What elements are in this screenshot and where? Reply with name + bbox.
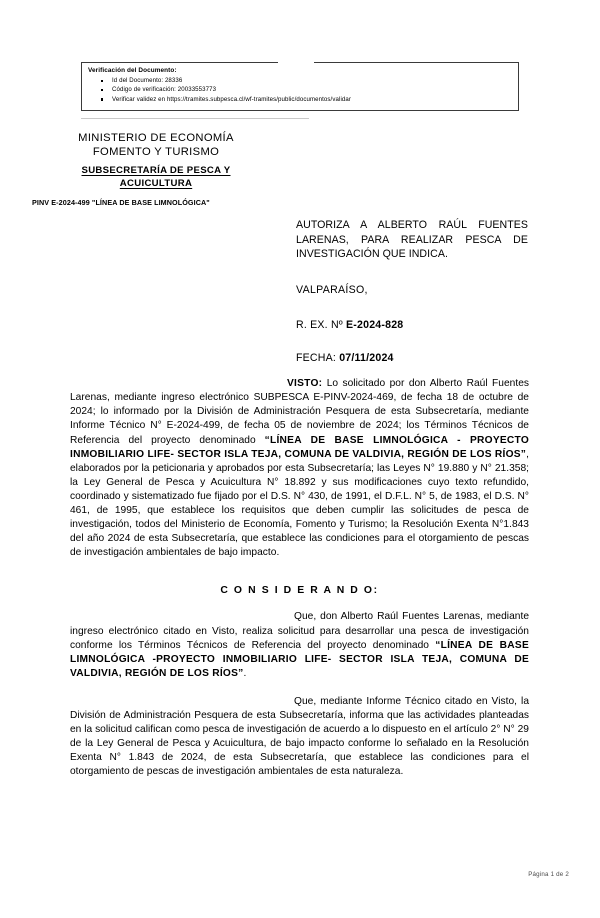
resolution-header-block bbox=[296, 218, 528, 364]
subsecretaria-line-1: SUBSECRETARÍA DE PESCA Y bbox=[81, 165, 231, 177]
verification-item-document-id: Id del Documento: 28336 bbox=[88, 76, 518, 85]
document-verification-box bbox=[81, 62, 519, 111]
visto-text-part-2: , elaborados por la peticionaria y aprobados por esta Subsecretaría; las Leyes N° 19.880 y N° 21.358; la Ley General de Pesca y Acuicultura N° 18.892 y sus modificaciones cuyo texto refundido, coordinado y sistematizado fue fijado por el D.S. N° 430, de 1991, el D.F.L. N° 5, de 1983, el D.S. N° 461, de 1995, que establece los requisitos que deben cumplir las solicitudes de pesca de investigación, todos del Ministerio de Economía, Fomento y Turismo; la Resolución Exenta N°1.843 del año 2024 de esta Subsecretaría, que establece las condiciones para el otorgamiento de pescas de investigación ambientales de bajo impacto. bbox=[70, 448, 529, 559]
verification-list bbox=[88, 76, 518, 104]
verification-item-code: Código de verificación: 20033553773 bbox=[88, 85, 518, 94]
considerando-2-lead: Que, mediante Informe Técnico citado bbox=[294, 695, 473, 707]
verification-title: Verificación del Documento: bbox=[88, 67, 177, 74]
project-reference-code: PINV E-2024-499 "LÍNEA DE BASE LIMNOLÓGICA" bbox=[32, 197, 210, 207]
considerando-heading: C O N S I D E R A N D O: bbox=[220, 585, 379, 597]
resolution-date-label: FECHA: bbox=[296, 351, 340, 364]
considerando-paragraph-1 bbox=[70, 610, 529, 680]
resolution-number bbox=[296, 319, 528, 331]
visto-paragraph bbox=[70, 377, 529, 560]
considerando-1-lead: Que, don Alberto Raúl Fuentes Larenas, bbox=[294, 611, 483, 623]
resolution-date bbox=[296, 352, 528, 364]
considerando-1-text: mediante ingreso electrónico citado en Visto, realiza solicitud para desarrollar una pesca de investigación conforme los Términos Técnicos de Referencia del proyecto denominado bbox=[70, 611, 530, 651]
stamp-divider-rule bbox=[81, 118, 309, 119]
considerando-paragraph-2 bbox=[70, 695, 529, 780]
subsecretaria-name bbox=[20, 165, 292, 190]
resolution-date-value: 07/11/2024 bbox=[339, 351, 394, 364]
ministry-name-line-2: FOMENTO Y TURISMO bbox=[92, 146, 220, 159]
considerando-2-text: en Visto, la División de Administración Pesquera de esta Subsecretaría, informa que las actividades planteadas en la solicitud califican como pesca de investigación de acuerdo a lo dispuesto en el artículo 2° N° 29 de la Ley General de Pesca y Acuicultura, de bajo impacto conforme lo señalado en la Resolución Exenta N° 1.843 de 2024, de esta Subsecretaría, que establece las condiciones para el otorgamiento de pescas de investigación ambientales de esta naturaleza. bbox=[70, 695, 530, 778]
ministry-name-line-1: MINISTERIO DE ECONOMÍA bbox=[78, 132, 234, 144]
visto-text-part-1: Lo solicitado por don Alberto Raúl Fuentes Larenas, mediante ingreso electrónico SUBPESCA E-PINV-2024-469, de fecha 18 de octubre de 2024; lo informado por la División de Administración Pesquera de esta Subsecretaría, mediante Informe Técnico N° E-2024-499, de fecha 05 de noviembre de 2024; los Términos Técnicos de Referencia del proyecto denominado bbox=[70, 378, 529, 446]
visto-heading: VISTO: bbox=[287, 378, 323, 390]
resolution-place: VALPARAÍSO, bbox=[296, 283, 368, 296]
resolution-number-value: E-2024-828 bbox=[346, 318, 404, 331]
considerando-1-tail: . bbox=[243, 667, 247, 679]
considerando-1-project-name: “LÍNEA DE BASE LIMNOLÓGICA -PROYECTO INMOBILIARIO LIFE- SECTOR ISLA TEJA, COMUNA DE VALDIVIA, REGIÓN DE LOS RÍOS” bbox=[70, 639, 529, 679]
subsecretaria-line-2: ACUICULTURA bbox=[119, 178, 193, 189]
verification-content bbox=[82, 63, 518, 104]
visto-project-name: “LÍNEA DE BASE LIMNOLÓGICA - PROYECTO INMOBILIARIO LIFE- SECTOR ISLA TEJA, COMUNA DE VALDIVIA, REGIÓN DE LOS RÍOS” bbox=[70, 434, 529, 460]
letterhead bbox=[20, 131, 292, 207]
resolution-subject: AUTORIZA A ALBERTO RAÚL FUENTES LARENAS, PARA REALIZAR PESCA DE INVESTIGACIÓN QUE INDICA. bbox=[296, 219, 528, 261]
verification-item-url[interactable]: Verificar validez en https://tramites.subpesca.cl/wf-tramites/public/documentos/validar bbox=[88, 95, 518, 104]
footer-page-number: Página 1 de 2 bbox=[528, 871, 569, 878]
considerando-heading-wrap bbox=[70, 585, 529, 596]
resolution-number-label: R. EX. Nº bbox=[296, 318, 347, 331]
document-body bbox=[70, 367, 529, 790]
